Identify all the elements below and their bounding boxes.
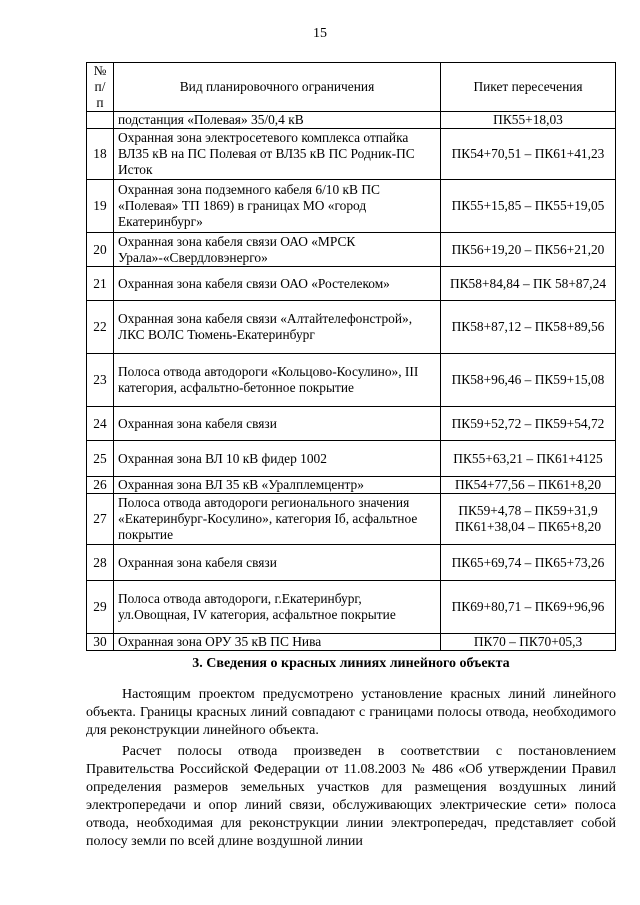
row-num: 24 <box>87 407 114 441</box>
row-restriction: Охранная зона ВЛ 35 кВ «Уралплемцентр» <box>114 477 441 494</box>
row-restriction: Охранная зона кабеля связи ОАО «Ростелеком» <box>114 267 441 301</box>
body-paragraph: Настоящим проектом предусмотрено установление красных линий линейного объекта. Границы красных линий совпадают с границами полосы отвода, необходимого для реконструкции линейного объекта. <box>86 687 616 738</box>
row-num: 20 <box>87 233 114 267</box>
row-picket: ПК55+63,21 – ПК61+4125 <box>441 441 616 477</box>
table-row <box>87 129 616 180</box>
table-row <box>87 267 616 301</box>
row-num: 30 <box>87 634 114 651</box>
row-num: 26 <box>87 477 114 494</box>
row-restriction: Охранная зона кабеля связи <box>114 545 441 581</box>
row-restriction: Охранная зона кабеля связи <box>114 407 441 441</box>
row-picket: ПК55+15,85 – ПК55+19,05 <box>441 180 616 233</box>
row-picket: ПК65+69,74 – ПК65+73,26 <box>441 545 616 581</box>
table-row <box>87 233 616 267</box>
row-restriction: Охранная зона электросетевого комплекса отпайка ВЛ35 кВ на ПС Полевая от ВЛ35 кВ ПС Родник-ПС Исток <box>114 129 441 180</box>
row-picket: ПК58+87,12 – ПК58+89,56 <box>441 301 616 354</box>
row-num: 18 <box>87 129 114 180</box>
row-picket: ПК59+4,78 – ПК59+31,9 ПК61+38,04 – ПК65+8,20 <box>441 494 616 545</box>
row-restriction: Охранная зона ОРУ 35 кВ ПС Нива <box>114 634 441 651</box>
row-picket: ПК58+84,84 – ПК 58+87,24 <box>441 267 616 301</box>
table-row <box>87 494 616 545</box>
row-picket: ПК69+80,71 – ПК69+96,96 <box>441 581 616 634</box>
row-num: 19 <box>87 180 114 233</box>
row-restriction: Охранная зона ВЛ 10 кВ фидер 1002 <box>114 441 441 477</box>
row-num: 25 <box>87 441 114 477</box>
table-row <box>87 581 616 634</box>
header-restriction-type: Вид планировочного ограничения <box>114 63 441 112</box>
row-restriction: Охранная зона кабеля связи «Алтайтелефонстрой», ЛКС ВОЛС Тюмень-Екатеринбург <box>114 301 441 354</box>
row-restriction: Полоса отвода автодороги «Кольцово-Косулино», III категория, асфальтно-бетонное покрытие <box>114 354 441 407</box>
page-number: 15 <box>313 26 327 41</box>
table-row <box>87 407 616 441</box>
body-paragraph: Расчет полосы отвода произведен в соответствии с постановлением Правительства Российской Федерации от 11.08.2003 № 486 «Об утверждении Правил определения размеров земельных участков для размещения воздушных линий электропередачи и опор линий связи, обслуживающих электрические сети» полоса отвода, необходимая для реконструкции линии электропередач, представляет собой полосу земли по всей длине воздушной линии <box>86 744 616 849</box>
row-picket: ПК54+77,56 – ПК61+8,20 <box>441 477 616 494</box>
row-num: 23 <box>87 354 114 407</box>
row-restriction: Полоса отвода автодороги регионального значения «Екатеринбург-Косулино», категория Iб, асфальтное покрытие <box>114 494 441 545</box>
row-restriction: Охранная зона кабеля связи ОАО «МРСК Урала»-«Свердловэнерго» <box>114 233 441 267</box>
table-row <box>87 477 616 494</box>
table-row <box>87 354 616 407</box>
table-row <box>87 441 616 477</box>
table-row <box>87 545 616 581</box>
row-restriction: Охранная зона подземного кабеля 6/10 кВ ПС «Полевая» ТП 1869) в границах МО «город Екатеринбург» <box>114 180 441 233</box>
planning-restrictions-table <box>86 62 616 651</box>
table-row <box>87 180 616 233</box>
table-row <box>87 301 616 354</box>
section-heading: 3. Сведения о красных линиях линейного объекта <box>192 656 510 671</box>
row-picket: ПК55+18,03 <box>441 112 616 129</box>
row-picket: ПК56+19,20 – ПК56+21,20 <box>441 233 616 267</box>
row-restriction: Полоса отвода автодороги, г.Екатеринбург, ул.Овощная, IV категория, асфальтное покрытие <box>114 581 441 634</box>
row-num: 21 <box>87 267 114 301</box>
header-picket: Пикет пересечения <box>441 63 616 112</box>
row-picket: ПК54+70,51 – ПК61+41,23 <box>441 129 616 180</box>
table-header-row <box>87 63 616 112</box>
table-row <box>87 112 616 129</box>
row-num: 28 <box>87 545 114 581</box>
row-picket: ПК59+52,72 – ПК59+54,72 <box>441 407 616 441</box>
row-restriction: подстанция «Полевая» 35/0,4 кВ <box>114 112 441 129</box>
table-row <box>87 634 616 651</box>
row-num: 27 <box>87 494 114 545</box>
header-num: № п/п <box>87 63 114 112</box>
row-num: 22 <box>87 301 114 354</box>
row-picket: ПК58+96,46 – ПК59+15,08 <box>441 354 616 407</box>
row-num <box>87 112 114 129</box>
row-num: 29 <box>87 581 114 634</box>
row-picket: ПК70 – ПК70+05,3 <box>441 634 616 651</box>
